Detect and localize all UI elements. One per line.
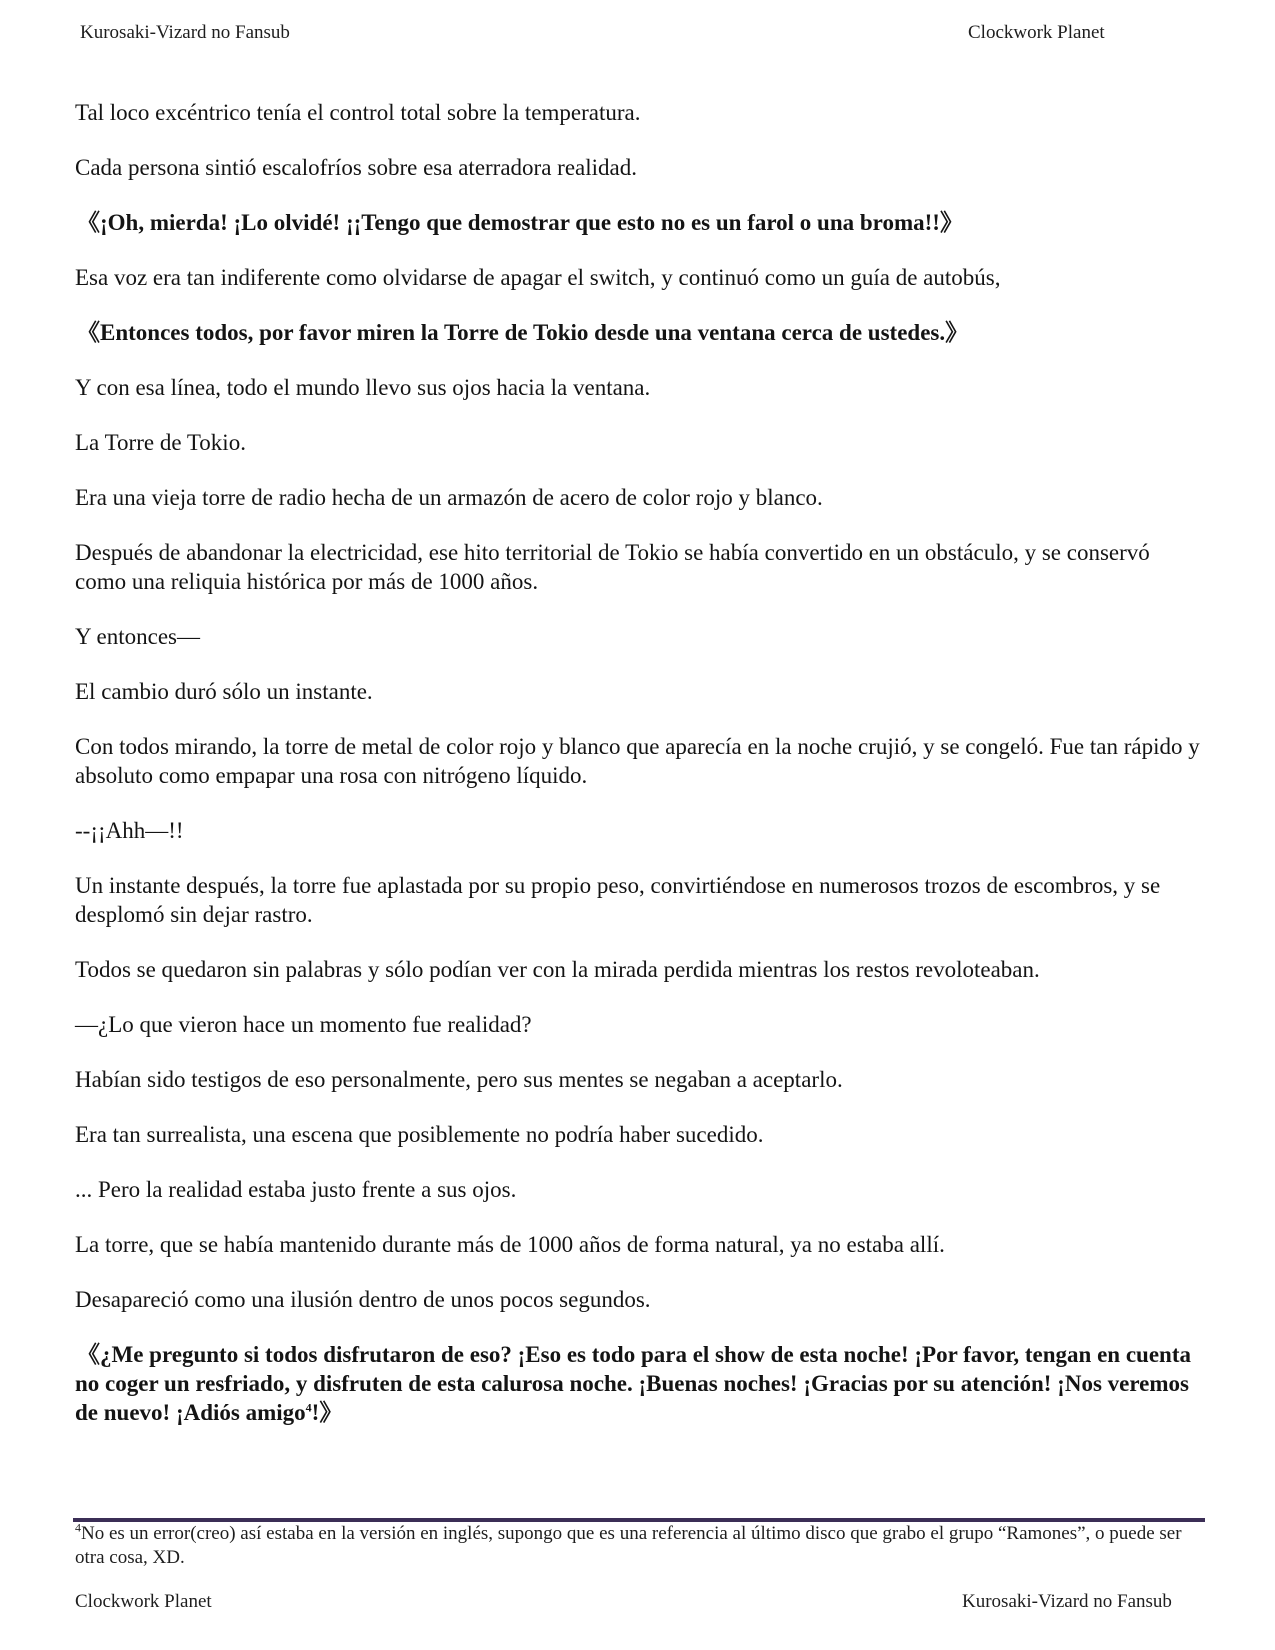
paragraph: Era tan surrealista, una escena que posiblemente no podría haber sucedido. [75,1122,764,1147]
paragraph: La Torre de Tokio. [75,430,246,455]
header-right-title: Clockwork Planet [968,22,1105,43]
paragraph: —¿Lo que vieron hace un momento fue realidad? [75,1012,532,1037]
footer-right-credit: Kurosaki-Vizard no Fansub [962,1591,1172,1612]
dialogue-paragraph: 《¡Oh, mierda! ¡Lo olvidé! ¡¡Tengo que demostrar que esto no es un farol o una broma!!》 [77,210,963,235]
paragraph: Después de abandonar la electricidad, ese hito territorial de Tokio se había convertido en un obstáculo, y se conservó como una reliquia histórica por más de 1000 años. [75,540,1150,594]
paragraph: La torre, que se había mantenido durante más de 1000 años de forma natural, ya no estaba allí. [75,1232,945,1257]
footnote-marker: 4 [75,1520,81,1535]
paragraph: El cambio duró sólo un instante. [75,679,373,704]
paragraph: Un instante después, la torre fue aplastada por su propio peso, convirtiéndose en numerosos trozos de escombros, y se desplomó sin dejar rastro. [75,873,1161,927]
final-dialogue-paragraph [75,1340,1205,1427]
paragraph: Tal loco excéntrico tenía el control total sobre la temperatura. [75,100,641,125]
footnote-reference[interactable]: 4 [305,1400,312,1415]
header-left-credit: Kurosaki-Vizard no Fansub [80,22,290,43]
paragraph: Y con esa línea, todo el mundo llevo sus ojos hacia la ventana. [75,375,651,400]
paragraph: Todos se quedaron sin palabras y sólo podían ver con la mirada perdida mientras los restos revoloteaban. [75,957,1040,982]
paragraph: Habían sido testigos de eso personalmente, pero sus mentes se negaban a aceptarlo. [75,1067,843,1092]
paragraph: Era una vieja torre de radio hecha de un armazón de acero de color rojo y blanco. [75,485,823,510]
paragraph: --¡¡Ahh—!! [75,818,184,843]
footnote [75,1522,1205,1570]
paragraph: Cada persona sintió escalofríos sobre esa aterradora realidad. [75,155,637,180]
final-dialogue-text: 《¿Me pregunto si todos disfrutaron de eso? ¡Eso es todo para el show de esta noche! ¡Por favor, tengan en cuenta no coger un resfriado, y disfruten de esta calurosa noche. ¡Buenas noches! ¡Gracias por su atención! ¡Nos veremos de nuevo! ¡Adiós amigo [75,1342,1191,1425]
footer-left-title: Clockwork Planet [75,1591,212,1612]
paragraph: Y entonces— [75,624,200,649]
paragraph: ... Pero la realidad estaba justo frente a sus ojos. [75,1177,517,1202]
paragraph: Esa voz era tan indiferente como olvidarse de apagar el switch, y continuó como un guía de autobús, [75,265,1001,290]
dialogue-paragraph: 《Entonces todos, por favor miren la Torre de Tokio desde una ventana cerca de ustedes.》 [77,320,969,345]
body-text [75,98,1205,1453]
footnote-text: No es un error(creo) así estaba en la versión en inglés, supongo que es una referencia al último disco que grabo el grupo “Ramones”, o puede ser otra cosa, XD. [75,1523,1182,1568]
paragraph: Con todos mirando, la torre de metal de color rojo y blanco que aparecía en la noche crujió, y se congeló. Fue tan rápido y absoluto como empapar una rosa con nitrógeno líquido. [75,734,1200,788]
paragraph: Desapareció como una ilusión dentro de unos pocos segundos. [75,1287,651,1312]
final-dialogue-tail: !》 [311,1400,343,1425]
